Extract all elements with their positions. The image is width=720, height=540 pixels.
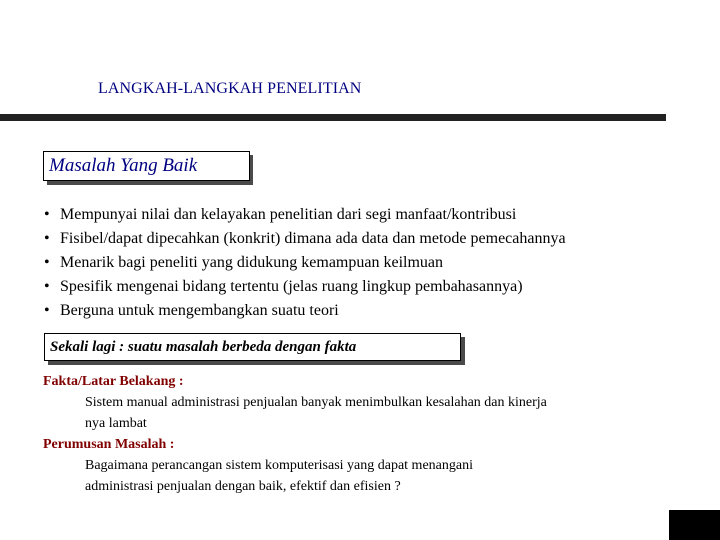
bullet-icon: • xyxy=(44,278,50,295)
criteria-list xyxy=(44,204,566,324)
corner-decoration xyxy=(669,510,720,540)
bullet-icon: • xyxy=(44,206,50,223)
list-item xyxy=(44,204,566,228)
list-item-text: Mempunyai nilai dan kelayakan penelitian dari segi manfaat/kontribusi xyxy=(60,206,517,223)
list-item xyxy=(44,276,566,300)
perumusan-label: Perumusan Masalah : xyxy=(43,437,175,452)
perumusan-line: Bagaimana perancangan sistem komputerisasi yang dapat menangani xyxy=(85,458,473,473)
reminder-text: Sekali lagi : suatu masalah berbeda dengan fakta xyxy=(44,333,461,361)
list-item-text: Fisibel/dapat dipecahkan (konkrit) dimana ada data dan metode pemecahannya xyxy=(60,230,566,247)
good-problem-heading: Masalah Yang Baik xyxy=(43,151,250,181)
bullet-icon: • xyxy=(44,302,50,319)
perumusan-section xyxy=(43,434,473,497)
fakta-line: Sistem manual administrasi penjualan banyak menimbulkan kesalahan dan kinerja xyxy=(85,395,547,410)
list-item xyxy=(44,252,566,276)
perumusan-line: administrasi penjualan dengan baik, efektif dan efisien ? xyxy=(85,479,401,494)
list-item-text: Menarik bagi peneliti yang didukung kemampuan keilmuan xyxy=(60,254,444,271)
title-divider xyxy=(0,114,666,121)
bullet-icon: • xyxy=(44,254,50,271)
fakta-line: nya lambat xyxy=(85,416,147,431)
list-item xyxy=(44,228,566,252)
list-item-text: Spesifik mengenai bidang tertentu (jelas ruang lingkup pembahasannya) xyxy=(60,278,523,295)
list-item xyxy=(44,300,566,324)
list-item-text: Berguna untuk mengembangkan suatu teori xyxy=(60,302,339,319)
bullet-icon: • xyxy=(44,230,50,247)
reminder-box xyxy=(44,333,465,367)
fakta-section xyxy=(43,371,547,434)
slide-title: LANGKAH-LANGKAH PENELITIAN xyxy=(98,80,362,97)
good-problem-heading-box xyxy=(43,151,253,185)
fakta-label: Fakta/Latar Belakang : xyxy=(43,374,184,389)
